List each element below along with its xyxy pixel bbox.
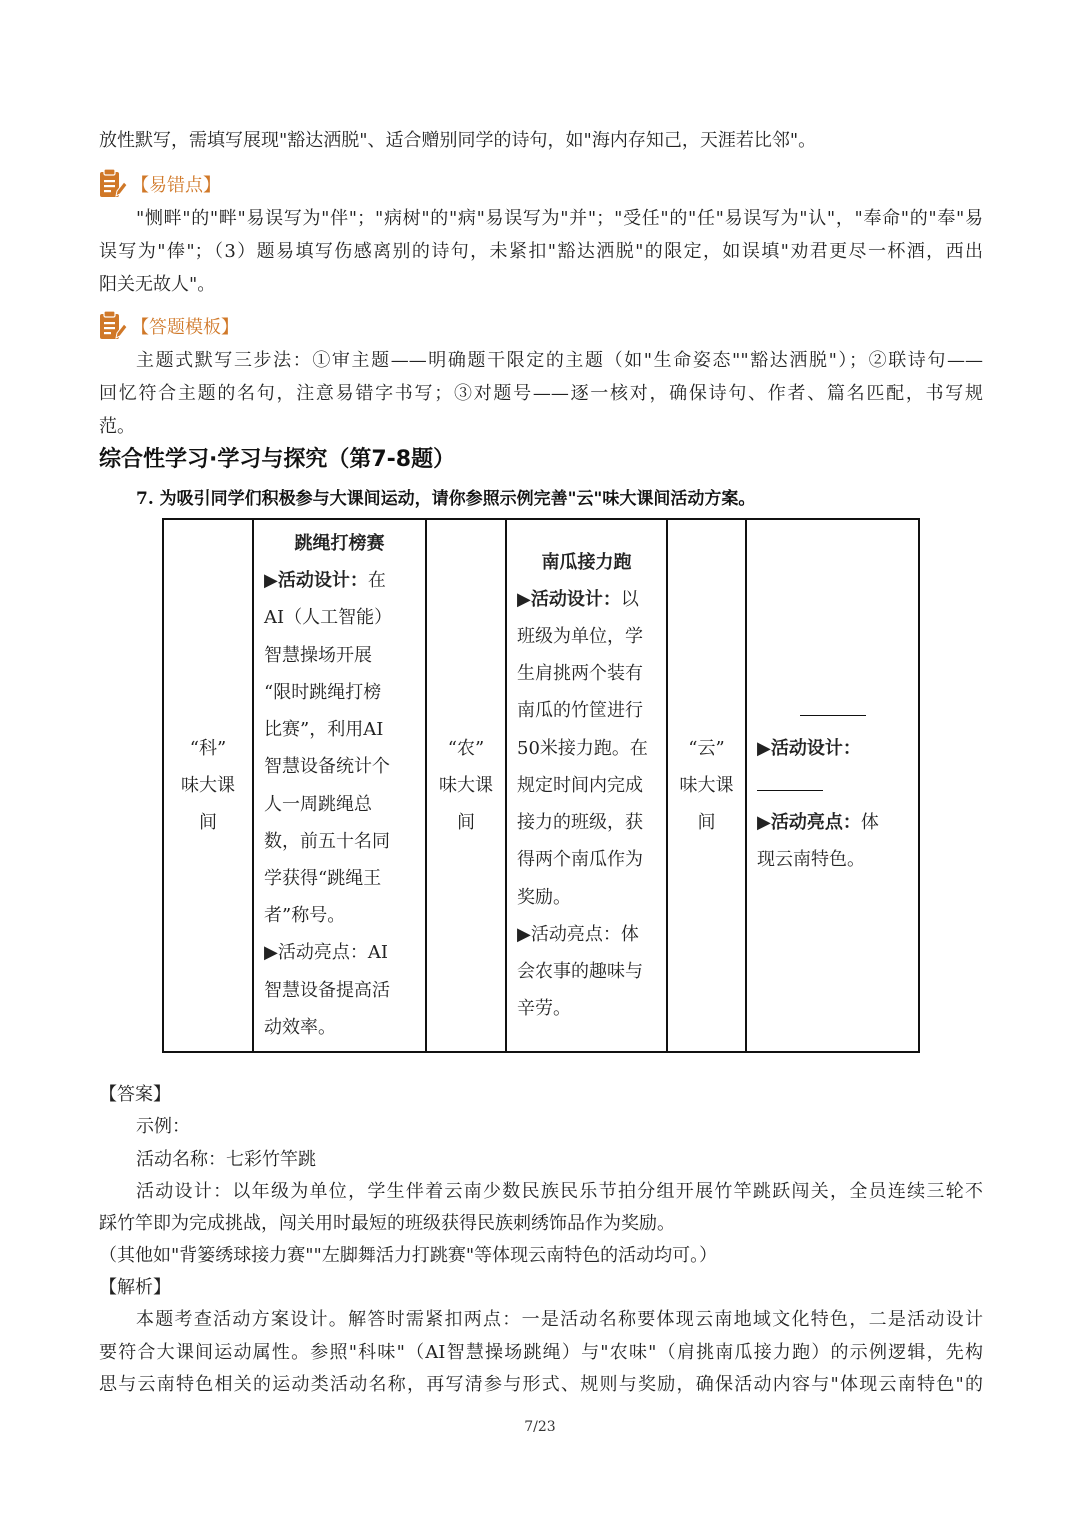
text-line: 活动名称：七彩竹竿跳: [136, 1149, 316, 1170]
text-line: （其他如"背篓绣球接力赛""左脚舞活力打跳赛"等体现云南特色的活动均可。）: [99, 1245, 718, 1266]
cell-yun-activity: ▶活动设计： ▶活动亮点：体 现云南特色。: [746, 519, 919, 1052]
blank-activity-name[interactable]: [800, 697, 866, 716]
cell-ke-activity: 跳绳打榜赛 ▶活动设计：在 AI（人工智能） 智慧操场开展 “限时跳绳打榜 比赛”，利用AI 智慧设备统计个 人一周跳绳总 数，前五十名同 学获得“跳绳王 者”称号。 ▶活动亮点：AI 智慧设备提高活 动效率。: [253, 519, 426, 1052]
section-label: 【答案】: [99, 1084, 171, 1105]
text-line: 主题式默写三步法：①审主题——明确题干限定的主题（如"生命姿态""豁达洒脱"）；②联诗句——: [136, 350, 983, 371]
cell-ke-label: “科” 味大课 间: [163, 519, 253, 1052]
text-line: 范。: [99, 416, 135, 437]
question-prompt: 7. 为吸引同学们积极参与大课间运动，请你参照示例完善"云"味大课间活动方案。: [136, 489, 756, 509]
text-line: 回忆符合主题的名句，注意易错字书写；③对题号——逐一核对，确保诗句、作者、篇名匹配，书写规: [99, 383, 983, 404]
cell-yun-label: “云” 味大课 间: [667, 519, 746, 1052]
text-line: 误写为"俸"；（3）题易填写伤感离别的诗句，未紧扣"豁达洒脱"的限定，如误填"劝君更尽一杯酒，西出: [99, 241, 983, 262]
text-line: 踩竹竿即为完成挑战，闯关用时最短的班级获得民族刺绣饰品作为奖励。: [99, 1213, 675, 1234]
section-header-errors: [99, 168, 221, 200]
text-line: 示例：: [136, 1116, 190, 1137]
cell-nong-label: “农” 味大课 间: [426, 519, 506, 1052]
section-heading: 综合性学习·学习与探究（第7-8题）: [99, 447, 456, 472]
section-label: 【解析】: [99, 1277, 171, 1298]
note-pencil-icon: [99, 169, 127, 199]
text-line: 活动设计：以年级为单位，学生伴着云南少数民族民乐节拍分组开展竹竿跳跃闯关，全员连续三轮不: [136, 1181, 983, 1202]
blank-activity-design[interactable]: [757, 772, 823, 791]
note-pencil-icon: [99, 311, 127, 341]
section-label: 【答题模板】: [131, 317, 239, 338]
section-label: 【易错点】: [131, 175, 221, 196]
cell-nong-activity: 南瓜接力跑 ▶活动设计：以 班级为单位，学 生肩挑两个装有 南瓜的竹筐进行 50米接力跑。在 规定时间内完成 接力的班级，获 得两个南瓜作为 奖励。 ▶活动亮点：体 会农事的趣味与 辛劳。: [506, 519, 667, 1052]
text-line: 阳关无故人"。: [99, 274, 216, 295]
activity-table: [162, 518, 920, 1053]
text-line: 思与云南特色相关的运动类活动名称，再写清参与形式、规则与奖励，确保活动内容与"体现云南特色"的: [99, 1374, 983, 1395]
text-line: 本题考查活动方案设计。解答时需紧扣两点：一是活动名称要体现云南地域文化特色，二是活动设计: [136, 1309, 983, 1330]
page-number: 7/23: [524, 1419, 556, 1435]
text-line: 放性默写，需填写展现"豁达洒脱"、适合赠别同学的诗句，如"海内存知己，天涯若比邻"。: [99, 130, 817, 151]
section-header-template: [99, 310, 239, 342]
text-line: "恻畔"的"畔"易误写为"伴"；"病树"的"病"易误写为"并"；"受任"的"任"易误写为"认"，"奉命"的"奉"易: [136, 208, 984, 229]
text-line: 要符合大课间运动属性。参照"科味"（AI智慧操场跳绳）与"农味"（肩挑南瓜接力跑）的示例逻辑，先构: [99, 1342, 983, 1363]
